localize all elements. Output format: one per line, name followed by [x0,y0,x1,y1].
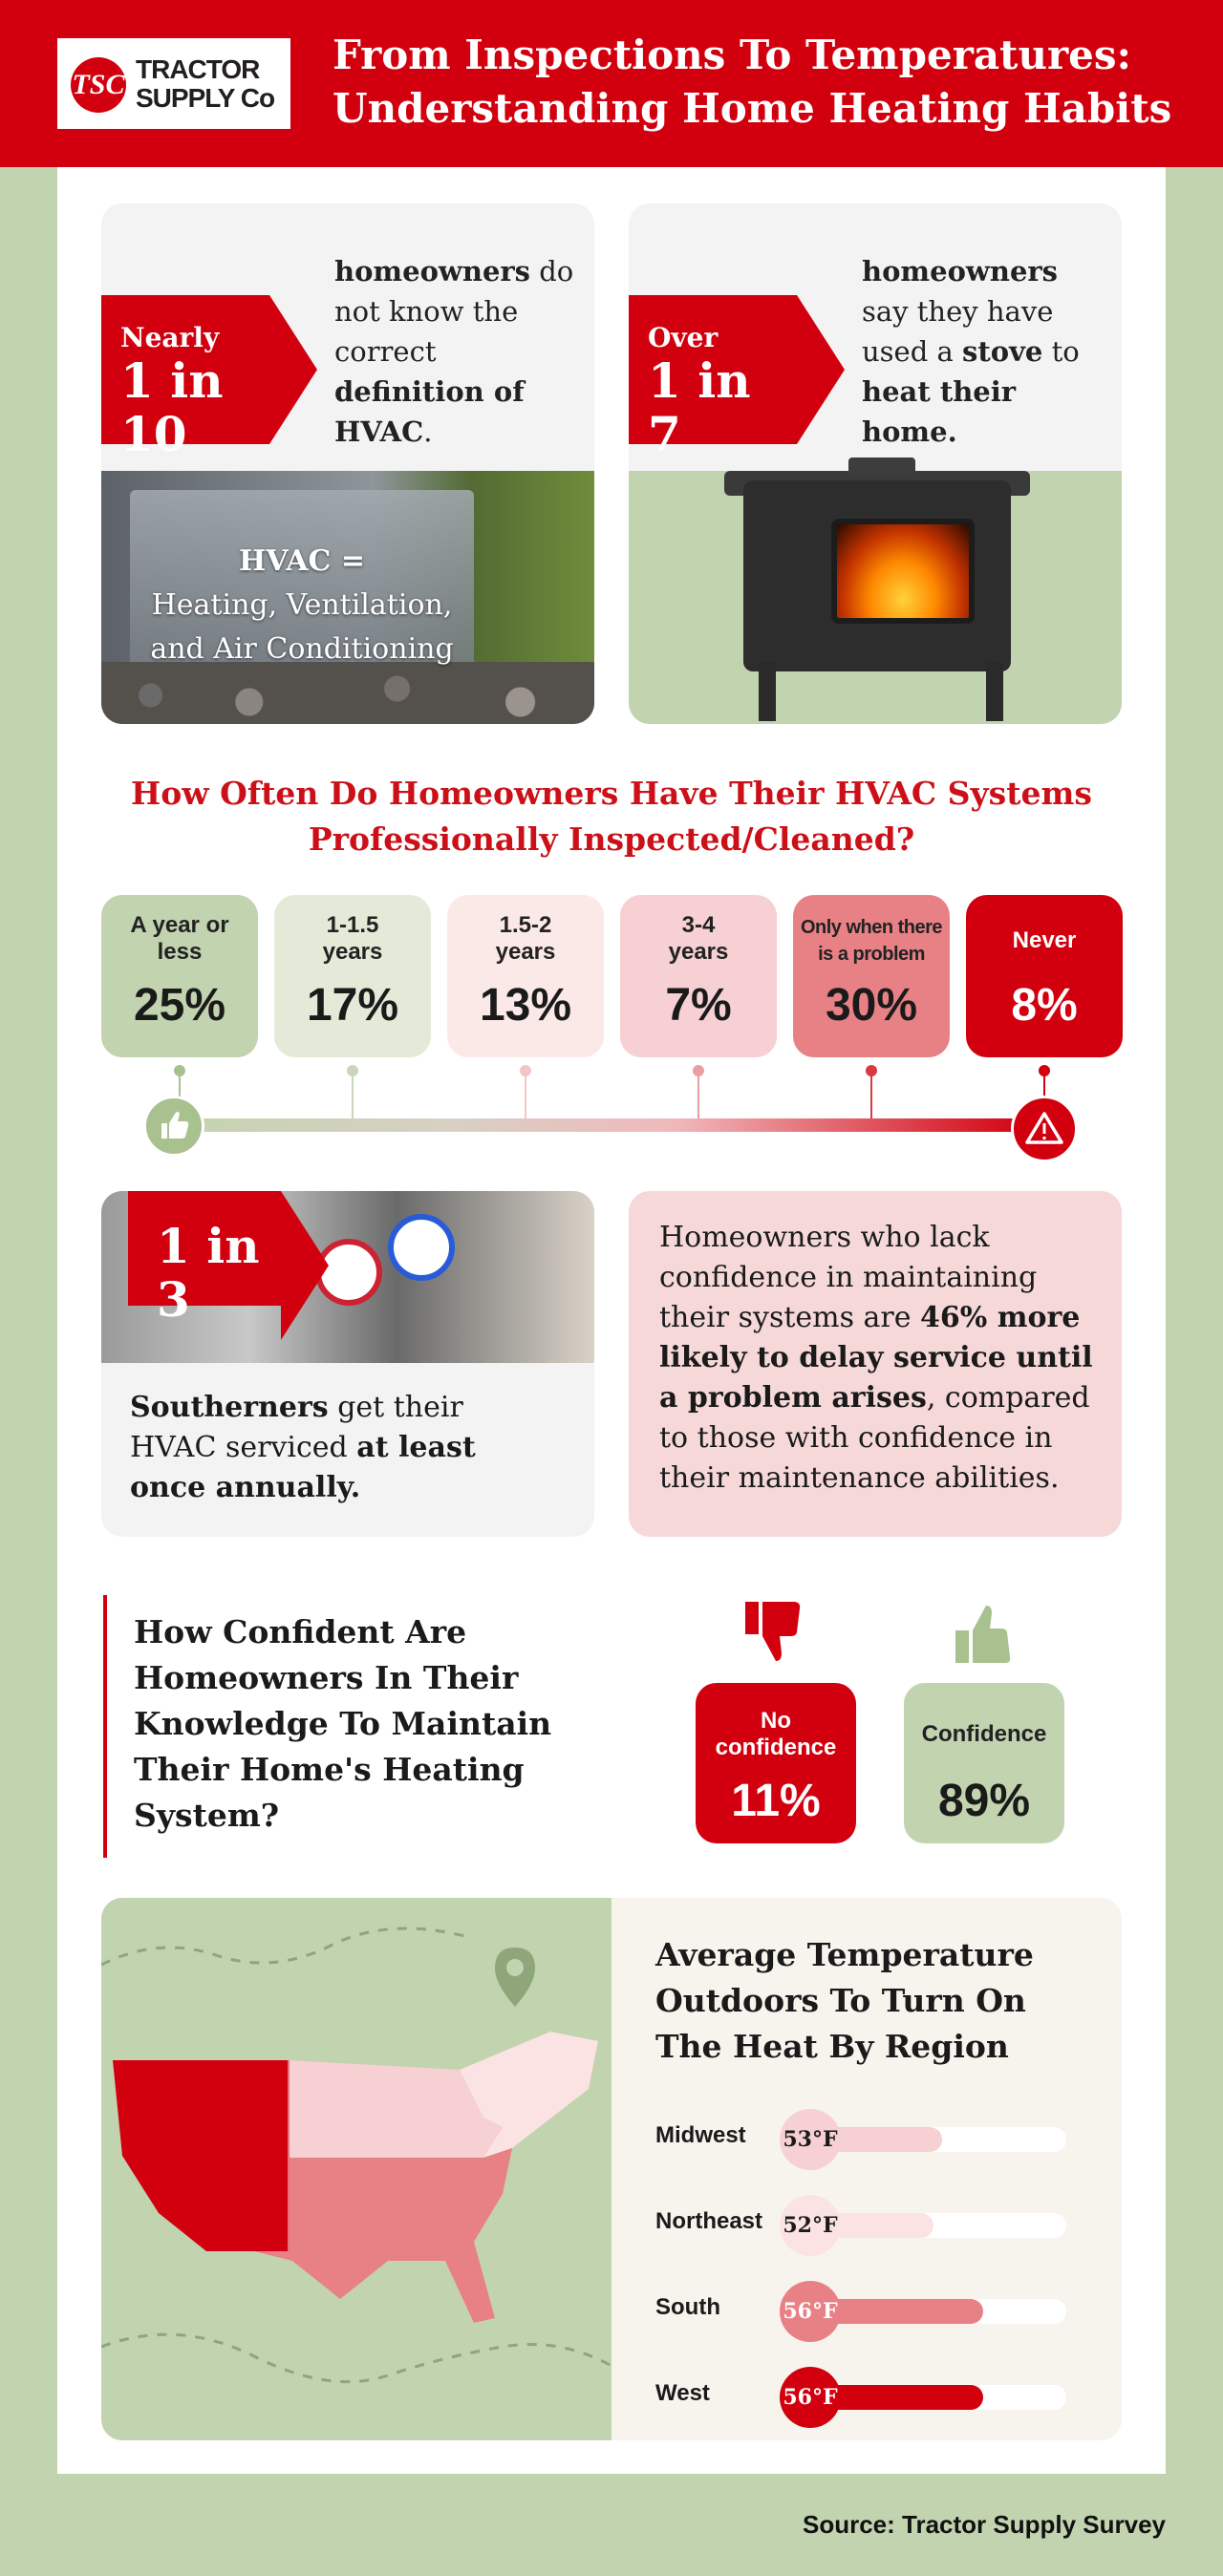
hvac-flag-ratio: 1 in 10 [120,352,224,462]
hvac-definition [101,540,503,671]
temperature-badge: 53°F [780,2109,841,2170]
stove-pipe-shape [848,458,915,475]
stove-stat-text2: to [1042,335,1080,368]
temperature-by-region [612,1898,1122,2440]
tick-line [697,1075,699,1120]
stove-leg-left [759,662,776,721]
freq-label: Never [1012,927,1077,953]
hvac-definition-line3: and Air Conditioning [150,632,454,666]
page-title-line2: Understanding Home Heating Habits [333,85,1172,132]
hvac-unit-photo [101,471,594,724]
inspection-title-line1: How Often Do Homeowners Have Their HVAC Systems [131,775,1092,812]
brand-logo[interactable] [57,38,290,129]
no-confidence-value: 11% [731,1776,821,1826]
freq-box-1-5-2-years [447,895,604,1057]
region-row-northeast [655,2194,1105,2251]
region-row-west [655,2366,1105,2423]
temperature-badge: 56°F [780,2367,841,2428]
freq-label: Only when there is a problem [800,917,943,965]
freq-value: 7% [665,980,732,1031]
warning-icon [1011,1096,1078,1162]
fire-icon [831,519,975,624]
header [0,0,1223,167]
stove-stat-flag [629,295,797,462]
region-row-midwest [655,2108,1105,2165]
thumbs-down-icon [741,1598,808,1667]
wood-stove-photo [629,471,1122,724]
freq-box-1-1-5-years [274,895,431,1057]
southerners-text1: get their HVAC serviced [130,1391,463,1464]
gauge-shape [388,1214,455,1281]
stove-stat-bold3: heat their home. [862,375,1017,448]
stove-stat-text [862,251,1110,452]
no-confidence-box [696,1683,856,1843]
region-name: Midwest [655,2122,746,2148]
stove-stat-bold1: homeowners [862,255,1059,287]
temperature-title: Average Temperature Outdoors To Turn On The Heat By Region [655,1936,1034,2065]
southerners-bold2: at least once annually. [130,1431,476,1504]
logo-text-line1: TRACTOR [136,54,260,84]
southerners-flag [128,1191,281,1328]
confidence-box [904,1683,1064,1843]
content-card [57,167,1166,2474]
southerners-panel [101,1191,594,1537]
confidence-note-panel [629,1191,1122,1537]
freq-value: 25% [133,980,226,1031]
hvac-stat-panel [101,203,594,724]
southerners-flag-ratio: 1 in 3 [157,1218,260,1328]
temperature-badge: 56°F [780,2281,841,2342]
logo-text [136,55,289,113]
hvac-definition-line1: HVAC = [238,544,366,578]
page-title-line1: From Inspections To Temperatures: [333,32,1131,78]
freq-box-only-when-problem [793,895,950,1057]
freq-box-3-4-years [620,895,777,1057]
stove-stat-bold2: stove [962,335,1043,368]
freq-label: A year or less [130,912,229,965]
confidence-note-text2: , compared to those with confidence in their maintenance abilities. [659,1381,1090,1495]
confidence-note-bold: 46% more likely to delay service until a problem arises [659,1301,1093,1415]
thumbs-up-icon [143,1096,204,1157]
hvac-stat-text2: . [423,415,433,448]
freq-box-never [966,895,1123,1057]
hvac-stat-text [334,251,583,452]
region-name: Northeast [655,2208,763,2234]
freq-value: 30% [825,980,918,1031]
us-region-map [101,1898,612,2440]
stove-stat-text1: say they have used a [862,295,1054,368]
location-pin-icon [491,1946,539,2009]
hvac-stat-text1: do not know the correct [334,255,574,368]
confidence-note-text1: Homeowners who lack confidence in maintaining their systems are [659,1221,1038,1334]
hvac-stat-bold2: definition of HVAC [334,375,525,448]
freq-label: 3-4 years [668,912,729,965]
logo-badge: TSC [71,57,126,113]
region-row-south [655,2280,1105,2337]
confidence-value: 89% [937,1776,1031,1826]
inspection-title-line2: Professionally Inspected/Cleaned? [308,820,915,858]
inspection-title [57,771,1166,862]
stove-flag-qualifier: Over [648,322,719,353]
freq-value: 13% [479,980,572,1031]
freq-label: 1-1.5 years [322,912,383,965]
tick-line [352,1075,354,1120]
thumbs-up-icon [952,1600,1019,1669]
freq-value: 8% [1011,980,1078,1031]
stove-flag-ratio: 1 in 7 [648,352,751,462]
temperature-map-panel [101,1898,1122,2440]
southerners-text [130,1388,531,1508]
confidence-label: Confidence [921,1721,1047,1747]
hvac-definition-line2: Heating, Ventilation, [151,588,453,622]
hvac-stat-flag [101,295,269,462]
frequency-scale-bar [143,1118,1032,1132]
freq-label: 1.5-2 years [495,912,556,965]
tick-line [870,1075,872,1120]
stove-leg-right [986,662,1003,721]
source-note: Source: Tractor Supply Survey [802,2510,1166,2539]
confidence-accent-bar [103,1595,107,1858]
tick-line [525,1075,526,1120]
freq-box-year-or-less [101,895,258,1057]
freq-value: 17% [306,980,399,1031]
confidence-note-text [659,1218,1099,1499]
hvac-flag-qualifier: Nearly [120,322,220,353]
logo-text-line2: SUPPLY Co [136,83,275,113]
region-name: West [655,2380,710,2406]
region-name: South [655,2294,720,2320]
confidence-title: How Confident Are Homeowners In Their Knowledge To Maintain Their Home's Heating System? [134,1613,552,1834]
page-title [333,29,1202,136]
hvac-stat-bold1: homeowners [334,255,531,287]
no-confidence-label: No confidence [715,1708,837,1760]
southerners-bold1: Southerners [130,1391,329,1424]
temperature-badge: 52°F [780,2195,841,2256]
stove-stat-panel [629,203,1122,724]
